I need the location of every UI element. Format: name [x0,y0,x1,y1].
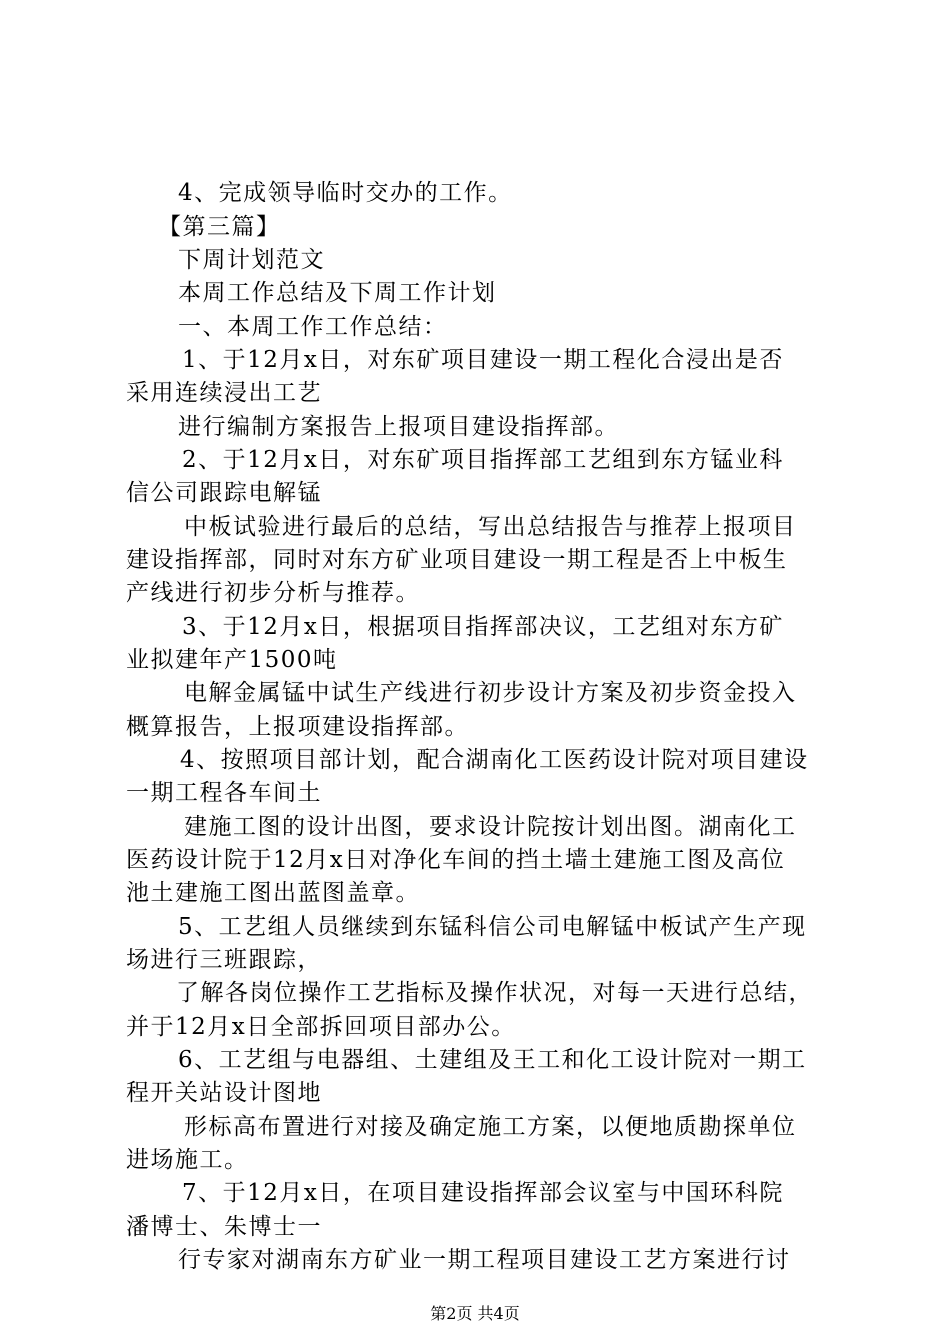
page-number: 第2页 共4页 [430,1304,520,1323]
text-line: 并于12月x日全部拆回项目部办公。 [126,1014,516,1040]
text-line: 4、完成领导临时交办的工作。 [178,180,513,206]
text-line: 医药设计院于12月x日对净化车间的挡土墙土建施工图及高位 [126,847,786,873]
text-line: 业拟建年产1500吨 [126,647,338,673]
text-line: 7、于12月x日，在项目建设指挥部会议室与中国环科院 [182,1180,784,1206]
text-line: 2、于12月x日，对东矿项目指挥部工艺组到东方锰业科 [182,447,784,473]
text-line: 信公司跟踪电解锰 [126,480,322,506]
text-line: 中板试验进行最后的总结，写出总结报告与推荐上报项目 [184,514,797,540]
text-line: 形标高布置进行对接及确定施工方案，以便地质勘探单位 [184,1114,797,1140]
text-line: 程开关站设计图地 [126,1080,322,1106]
text-line: 1、于12月x日，对东矿项目建设一期工程化合浸出是否 [182,347,784,373]
text-line: 建施工图的设计出图，要求设计院按计划出图。湖南化工 [184,814,797,840]
text-line: 概算报告，上报项建设指挥部。 [126,714,469,740]
text-line: 建设指挥部，同时对东方矿业项目建设一期工程是否上中板生 [126,547,788,573]
text-line: 潘博士、朱博士一 [126,1214,322,1240]
text-line: 下周计划范文 [178,247,325,273]
text-line: 4、按照项目部计划，配合湖南化工医药设计院对项目建设 [180,747,809,773]
text-line: 6、工艺组与电器组、土建组及王工和化工设计院对一期工 [178,1047,807,1073]
text-line: 进场施工。 [126,1147,249,1173]
text-line: 产线进行初步分析与推荐。 [126,580,420,606]
text-line: 采用连续浸出工艺 [126,380,322,406]
text-line: 池土建施工图出蓝图盖章。 [126,880,420,906]
subheading: 一、本周工作工作总结： [178,314,448,340]
text-line: 一期工程各车间土 [126,780,322,806]
text-line: 场进行三班跟踪， [126,947,322,973]
text-line: 5、工艺组人员继续到东锰科信公司电解锰中板试产生产现 [178,914,807,940]
text-line: 3、于12月x日，根据项目指挥部决议，工艺组对东方矿 [182,614,784,640]
text-line: 电解金属锰中试生产线进行初步设计方案及初步资金投入 [184,680,797,706]
document-title: 本周工作总结及下周工作计划 [178,280,497,306]
text-line: 了解各岗位操作工艺指标及操作状况，对每一天进行总结， [176,980,813,1006]
text-line: 行专家对湖南东方矿业一期工程项目建设工艺方案进行讨 [178,1247,791,1273]
text-line: 进行编制方案报告上报项目建设指挥部。 [178,414,619,440]
section-heading: 【第三篇】 [158,214,281,240]
